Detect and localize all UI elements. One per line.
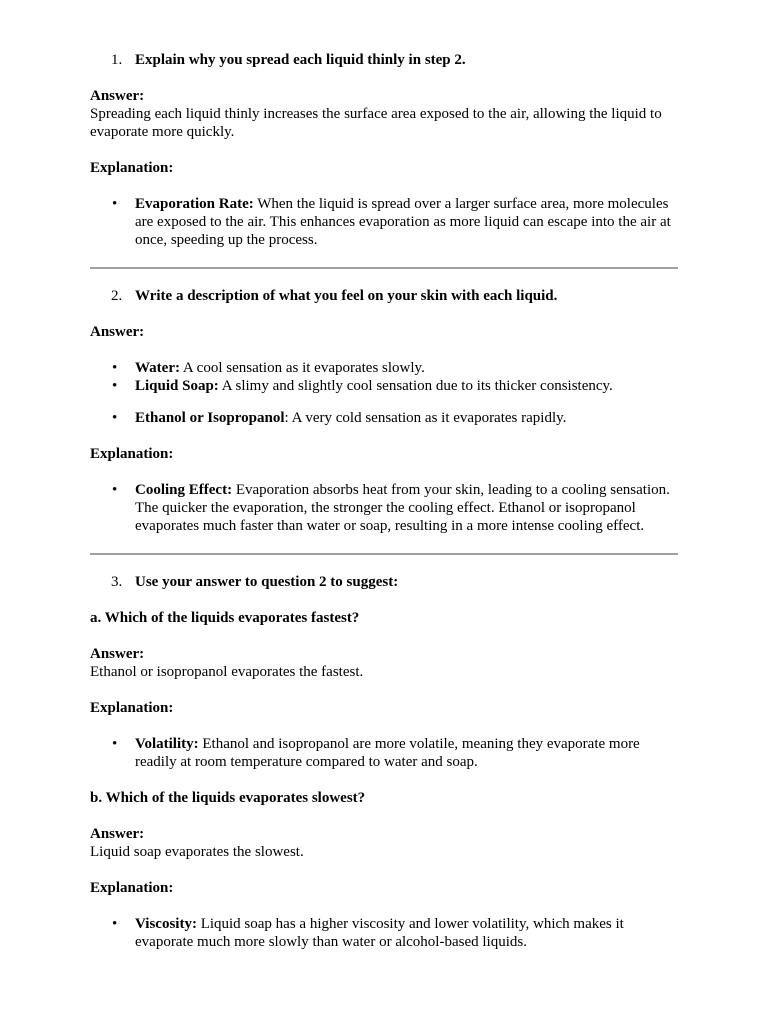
bullet-text: Liquid soap has a higher viscosity and lower volatility, which makes it evaporate much more slowly than water or alcohol-based liquids. <box>135 916 624 950</box>
bullet-term: Ethanol or Isopropanol <box>135 410 285 426</box>
bullet-item <box>90 409 678 427</box>
bullet-glyph: • <box>112 360 118 376</box>
bullet-term: Liquid Soap: <box>135 378 219 394</box>
bullet-item <box>90 377 678 395</box>
question-2 <box>90 287 678 305</box>
bullet-text: A slimy and slightly cool sensation due to its thicker consistency. <box>221 378 613 394</box>
bullet-text: Evaporation absorbs heat from your skin, leading to a cooling sensation. The quicker the evaporation, the stronger the cooling effect. Ethanol or isopropanol evaporates much faster than water or soap, resulting in a more intense cooling effect. <box>135 482 670 534</box>
bullet-item <box>90 195 678 249</box>
bullet-item <box>90 481 678 535</box>
bullet-term: Volatility: <box>135 736 199 752</box>
bullet-item <box>90 735 678 771</box>
question-number: 1. <box>111 52 123 68</box>
bullet-glyph: • <box>112 410 118 426</box>
explanation-label: Explanation: <box>90 446 174 462</box>
bullet-term: Evaporation Rate: <box>135 196 254 212</box>
answer-label: Answer: <box>90 646 145 662</box>
subquestion-b: b. Which of the liquids evaporates slowest? <box>90 790 366 806</box>
answer-label: Answer: <box>90 88 145 104</box>
answer-text: Liquid soap evaporates the slowest. <box>90 844 304 860</box>
bullet-item <box>90 915 678 951</box>
bullet-glyph: • <box>112 378 118 394</box>
answer-text: Ethanol or isopropanol evaporates the fastest. <box>90 664 364 680</box>
explanation-label: Explanation: <box>90 700 174 716</box>
bullet-glyph: • <box>112 482 118 498</box>
question-text: Write a description of what you feel on your skin with each liquid. <box>135 288 558 304</box>
bullet-text: Ethanol and isopropanol are more volatile, meaning they evaporate more readily at room temperature compared to water and soap. <box>135 736 640 770</box>
bullet-term-suffix: : <box>284 410 289 426</box>
question-text: Explain why you spread each liquid thinly in step 2. <box>135 52 466 68</box>
question-text: Use your answer to question 2 to suggest: <box>135 574 399 590</box>
bullet-glyph: • <box>112 916 118 932</box>
answer-label: Answer: <box>90 324 145 340</box>
bullet-text: A cool sensation as it evaporates slowly. <box>182 360 425 376</box>
bullet-term: Viscosity: <box>135 916 197 932</box>
bullet-glyph: • <box>112 196 118 212</box>
bullet-text: When the liquid is spread over a larger surface area, more molecules are exposed to the air. This enhances evaporation as more liquid can escape into the air at once, speeding up the process. <box>135 196 671 248</box>
bullet-item <box>90 359 678 377</box>
explanation-label: Explanation: <box>90 880 174 896</box>
question-number: 2. <box>111 288 123 304</box>
bullet-term: Water: <box>135 360 180 376</box>
explanation-label: Explanation: <box>90 160 174 176</box>
subquestion-a: a. Which of the liquids evaporates fastest? <box>90 610 360 626</box>
answer-text: Spreading each liquid thinly increases the surface area exposed to the air, allowing the liquid to evaporate more quickly. <box>90 106 662 140</box>
question-3 <box>90 573 678 591</box>
bullet-text: A very cold sensation as it evaporates rapidly. <box>291 410 567 426</box>
bullet-glyph: • <box>112 736 118 752</box>
question-number: 3. <box>111 574 123 590</box>
answer-label: Answer: <box>90 826 145 842</box>
question-1 <box>90 51 678 69</box>
bullet-term: Cooling Effect: <box>135 482 233 498</box>
